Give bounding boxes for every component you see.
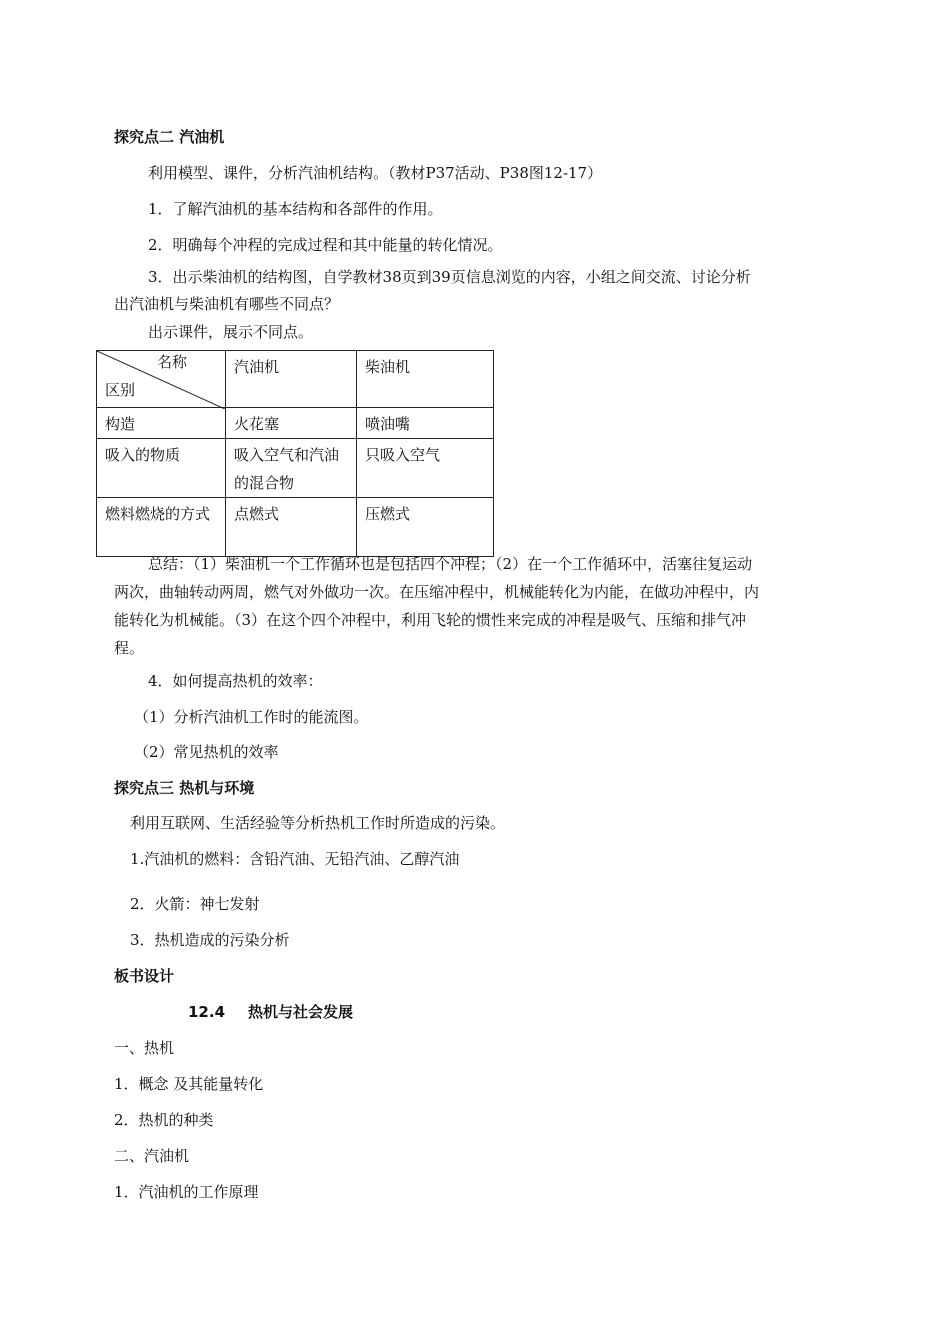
section2-item-3-line2: 出汽油机与柴油机有哪些不同点？ <box>114 295 340 313</box>
efficiency-item4: 4．如何提高热机的效率： <box>148 672 323 690</box>
summary-line1: 总结：（1）柴油机一个工作循环也是包括四个冲程；（2）在一个工作循环中，活塞往复运动 <box>148 555 753 573</box>
table-row <box>97 439 494 498</box>
cell-gasoline: 吸入空气和汽油的混合物 <box>226 439 357 498</box>
corner-label-diff: 区别 <box>105 381 136 399</box>
efficiency-sub1: （1）分析汽油机工作时的能流图。 <box>134 708 369 726</box>
section3-item-2: 2．火箭：神七发射 <box>130 895 260 913</box>
cell-gasoline: 火花塞 <box>226 408 357 439</box>
section3-heading: 探究点三 热机与环境 <box>114 779 255 797</box>
section3-item-3: 3．热机造成的污染分析 <box>130 931 290 949</box>
table-corner-cell <box>97 351 226 408</box>
cell-diesel: 只吸入空气 <box>357 439 494 498</box>
row-label: 吸入的物质 <box>97 439 226 498</box>
summary-line2: 两次，曲轴转动两周，燃气对外做功一次。在压缩冲程中，机械能转化为内能，在做功冲程中，内 <box>114 583 760 601</box>
comparison-table <box>96 350 494 557</box>
header-gasoline: 汽油机 <box>226 351 357 408</box>
table-row <box>97 408 494 439</box>
row-label: 构造 <box>97 408 226 439</box>
board-line-2: 1．概念 及其能量转化 <box>114 1075 264 1093</box>
corner-label-name: 名称 <box>156 353 187 371</box>
table-row <box>97 498 494 557</box>
section2-item-2: 2．明确每个冲程的完成过程和其中能量的转化情况。 <box>148 236 503 254</box>
section2-heading: 探究点二 汽油机 <box>114 128 225 146</box>
table-header-row <box>97 351 494 408</box>
section3-item-1: 1.汽油机的燃料：含铅汽油、无铅汽油、乙醇汽油 <box>130 850 460 868</box>
board-title-number: 12.4 <box>188 1003 226 1021</box>
cell-diesel: 喷油嘴 <box>357 408 494 439</box>
board-line-5: 1．汽油机的工作原理 <box>114 1183 259 1201</box>
section2-show-text: 出示课件，展示不同点。 <box>148 323 314 341</box>
section2-item-1: 1．了解汽油机的基本结构和各部件的作用。 <box>148 200 443 218</box>
efficiency-sub2: （2）常见热机的效率 <box>134 743 279 761</box>
board-title-text: 热机与社会发展 <box>248 1003 354 1021</box>
board-line-3: 2．热机的种类 <box>114 1111 214 1129</box>
board-line-1: 一、热机 <box>114 1039 175 1057</box>
board-line-4: 二、汽油机 <box>114 1147 190 1165</box>
section3-intro: 利用互联网、生活经验等分析热机工作时所造成的污染。 <box>130 814 506 832</box>
cell-diesel: 压燃式 <box>357 498 494 557</box>
board-heading: 板书设计 <box>114 967 175 985</box>
section2-intro: 利用模型、课件，分析汽油机结构。（教材P37活动、P38图12-17） <box>148 164 603 182</box>
header-diesel: 柴油机 <box>357 351 494 408</box>
cell-gasoline: 点燃式 <box>226 498 357 557</box>
row-label: 燃料燃烧的方式 <box>97 498 226 557</box>
summary-line4: 程。 <box>114 639 145 657</box>
section2-item-3-line1: 3．出示柴油机的结构图，自学教材38页到39页信息浏览的内容，小组之间交流、讨论分析 <box>148 268 751 286</box>
summary-line3: 能转化为机械能。（3）在这个四个冲程中，利用飞轮的惯性来完成的冲程是吸气、压缩和排气冲 <box>114 611 747 629</box>
